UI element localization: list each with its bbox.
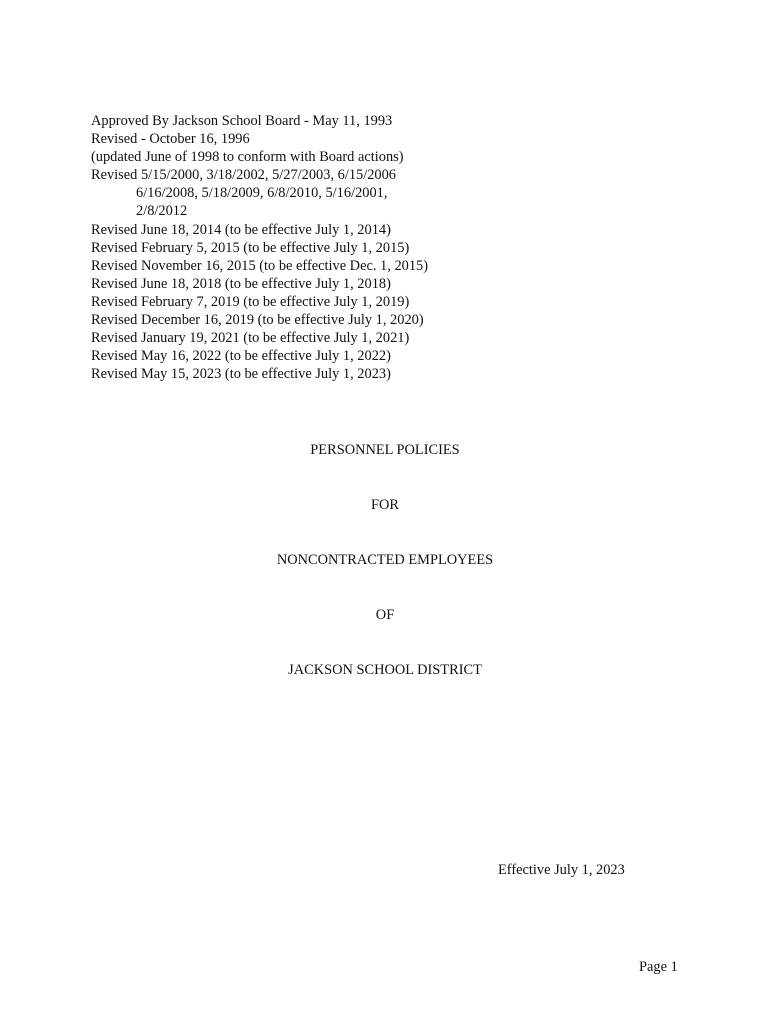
revision-history [91, 112, 428, 383]
revision-line: Revised December 16, 2019 (to be effective July 1, 2020) [91, 312, 424, 329]
revision-line: Revised November 16, 2015 (to be effective Dec. 1, 2015) [91, 257, 429, 274]
revision-line: Revised May 16, 2022 (to be effective July 1, 2022) [91, 348, 391, 365]
revision-line: 6/16/2008, 5/18/2009, 6/8/2010, 5/16/2001, [136, 185, 388, 202]
effective-date: Effective July 1, 2023 [498, 862, 625, 878]
revision-line: 2/8/2012 [136, 203, 188, 220]
title-jackson-school-district: JACKSON SCHOOL DISTRICT [288, 662, 482, 678]
title-personnel-policies: PERSONNEL POLICIES [310, 442, 460, 458]
title-of: OF [375, 607, 395, 623]
title-noncontracted-employees: NONCONTRACTED EMPLOYEES [276, 552, 494, 568]
revision-line: Revised February 7, 2019 (to be effective July 1, 2019) [91, 293, 410, 310]
revision-line: Revised - October 16, 1996 [91, 131, 250, 148]
revision-line: Revised February 5, 2015 (to be effective July 1, 2015) [91, 239, 410, 256]
revision-line: Revised June 18, 2018 (to be effective July 1, 2018) [91, 275, 391, 292]
revision-line: Approved By Jackson School Board - May 11, 1993 [91, 113, 393, 129]
title-for: FOR [371, 497, 399, 513]
revision-line: (updated June of 1998 to conform with Board actions) [91, 149, 404, 166]
revision-line: Revised January 19, 2021 (to be effective July 1, 2021) [91, 330, 410, 347]
revision-line: Revised June 18, 2014 (to be effective July 1, 2014) [91, 221, 391, 238]
revision-line: Revised 5/15/2000, 3/18/2002, 5/27/2003, 6/15/2006 [91, 167, 396, 184]
page-number: Page 1 [639, 959, 678, 975]
revision-line: Revised May 15, 2023 (to be effective July 1, 2023) [91, 366, 391, 383]
